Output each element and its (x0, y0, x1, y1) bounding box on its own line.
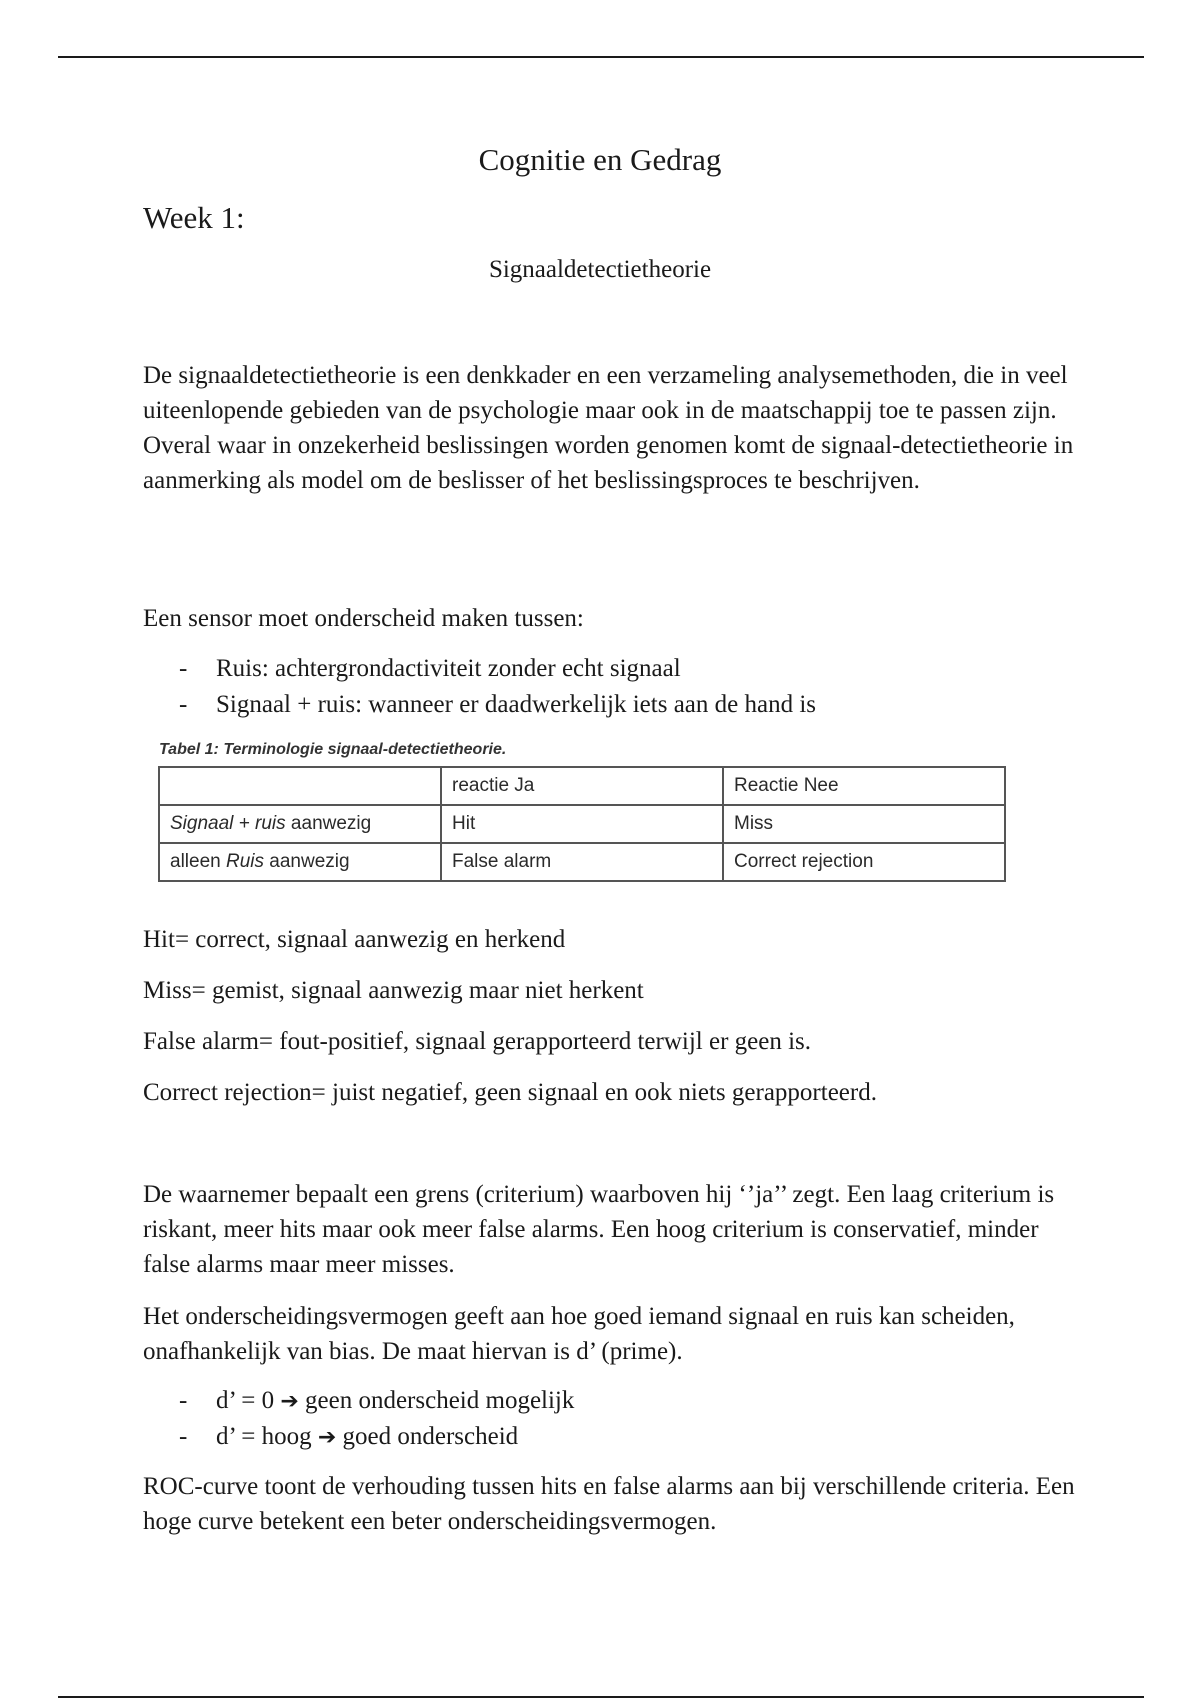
definition-correct-rejection: Correct rejection= juist negatief, geen signaal en ook niets gerapporteerd. (143, 1079, 877, 1106)
table-cell: Reactie Nee (723, 767, 1005, 805)
definition-false-alarm: False alarm= fout-positief, signaal gerapporteerd terwijl er geen is. (143, 1028, 812, 1055)
arrow-right-icon: ➔ (317, 1425, 337, 1450)
bottom-rule (58, 1696, 1144, 1698)
table-cell: Correct rejection (723, 843, 1005, 881)
terminology-table (158, 766, 1006, 882)
sensor-lead: Een sensor moet onderscheid maken tussen: (143, 605, 584, 632)
table-row-label (159, 805, 441, 843)
arrow-right-icon: ➔ (280, 1389, 299, 1414)
definition-miss: Miss= gemist, signaal aanwezig maar niet herkent (143, 977, 644, 1004)
list-item (143, 687, 816, 722)
list-item-text: Signaal + ruis: wanneer er daadwerkelijk iets aan de hand is (216, 691, 816, 718)
roc-paragraph: ROC-curve toont de verhouding tussen hits en false alarms aan bij verschillende criteria. Een hoge curve betekent een beter onderscheidingsvermogen. (143, 1473, 1075, 1535)
top-rule (58, 56, 1144, 58)
list-item (143, 1383, 574, 1419)
list-item-text: d’ = hoog (216, 1423, 312, 1450)
list-item-text: goed onderscheid (342, 1423, 519, 1450)
table-cell: Hit (441, 805, 723, 843)
table-row (159, 805, 1005, 843)
label-italic: Ruis (226, 851, 265, 872)
criterium-paragraph: De waarnemer bepaalt een grens (criterium) waarboven hij ‘’ja’’ zegt. Een laag criterium is riskant, meer hits maar ook meer false alarms. Een hoog criterium is conservatief, minder false alarms maar meer misses. (143, 1181, 1055, 1278)
bullet-marker: - (179, 655, 188, 682)
table-cell: Miss (723, 805, 1005, 843)
onderscheiding-paragraph: Het onderscheidingsvermogen geeft aan hoe goed iemand signaal en ruis kan scheiden, onafhankelijk van bias. De maat hiervan is d’ (prime). (143, 1303, 1015, 1365)
list-item-text: Ruis: achtergrondactiviteit zonder echt signaal (216, 655, 681, 682)
week-heading: Week 1: (143, 200, 245, 235)
list-item (143, 1419, 518, 1455)
intro-paragraph: De signaaldetectietheorie is een denkkader en een verzameling analysemethoden, die in veel uiteenlopende gebieden van de psychologie maar ook in de maatschappij toe te passen zijn. Overal waar in onzekerheid beslissingen worden genomen komt de signaal-detectietheorie in aanmerking als model om de beslisser of het beslissingsproces te beschrijven. (143, 362, 1074, 494)
list-item (143, 651, 681, 686)
section-subtitle: Signaaldetectietheorie (488, 256, 712, 283)
table-row-label (159, 843, 441, 881)
table-cell: reactie Ja (441, 767, 723, 805)
table-row (159, 767, 1005, 805)
label-italic: Signaal + ruis (170, 813, 286, 834)
list-item-text: geen onderscheid mogelijk (305, 1387, 575, 1414)
label-rest: aanwezig (264, 851, 350, 872)
table-row (159, 843, 1005, 881)
definition-hit: Hit= correct, signaal aanwezig en herkend (143, 926, 566, 953)
list-item-text: d’ = 0 (216, 1387, 275, 1414)
label-pre: alleen (170, 851, 226, 872)
table-cell (159, 767, 441, 805)
document-title: Cognitie en Gedrag (478, 142, 722, 177)
table-caption: Tabel 1: Terminologie signaal-detectietheorie. (159, 741, 507, 758)
bullet-marker: - (179, 1423, 188, 1450)
bullet-marker: - (179, 691, 188, 718)
table-cell: False alarm (441, 843, 723, 881)
label-rest: aanwezig (285, 813, 372, 834)
bullet-marker: - (179, 1387, 188, 1414)
